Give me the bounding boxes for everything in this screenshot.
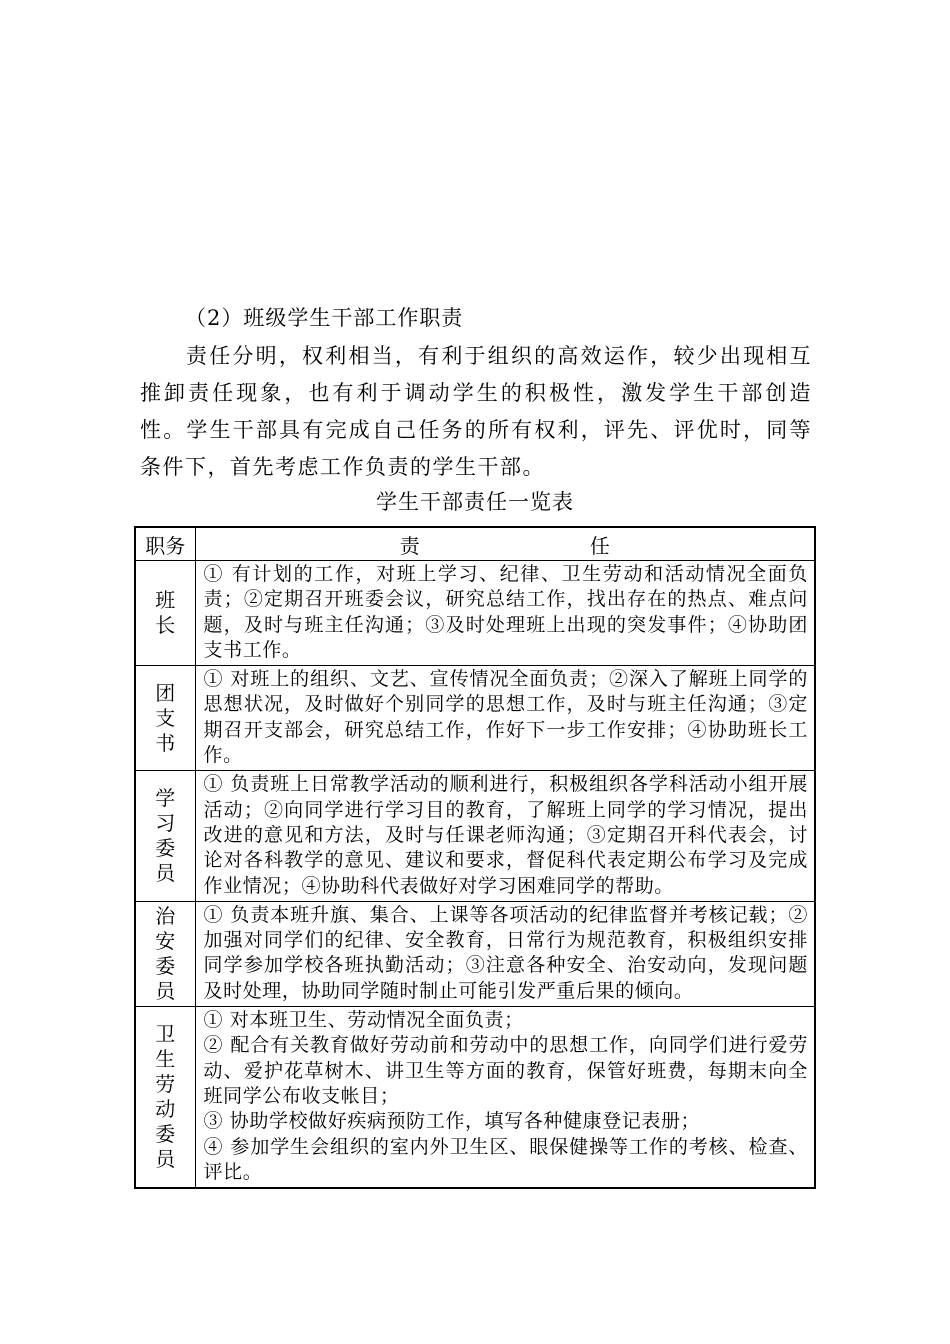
responsibility-cell [195,666,815,771]
intro-paragraph: 责任分明，权利相当，有利于组织的高效运作，较少出现相互推卸责任现象，也有利于调动学生的积极性，激发学生干部创造性。学生干部具有完成自己任务的所有权利，评先、评优时，同等条件下，首先考虑工作负责的学生干部。 [140,344,812,479]
role-label: 团支书 [155,680,176,755]
table-row [135,901,815,1006]
responsibility-text: ① 负责本班升旗、集合、上课等各项活动的纪律监督并考核记载；②加强对同学们的纪律、安全教育，日常行为规范教育，积极组织安排同学参加学校各班执勤活动；③注意各种安全、治安动向，发现问题及时处理，协助同学随时制止可能引发严重后果的倾向。 [203,903,808,1002]
responsibility-text: ① 有计划的工作，对班上学习、纪律、卫生劳动和活动情况全面负责；②定期召开班委会议，研究总结工作，找出存在的热点、难点问题，及时与班主任沟通；③及时处理班上出现的突发事件；④协助团支书工作。 [203,563,808,661]
role-label: 卫生劳动委员 [155,1022,176,1172]
responsibility-text: ③ 协助学校做好疾病预防工作，填写各种健康登记表册； [203,1110,701,1133]
table-row [135,666,815,771]
responsibility-text: ② 配合有关教育做好劳动前和劳动中的思想工作，向同学们进行爱劳动、爱护花草树木、讲卫生等方面的教育，保管好班费，每期末向全班同学公布收支帐目； [203,1034,808,1107]
table-row [135,771,815,901]
responsibility-cell [195,1007,815,1189]
role-cell [135,771,195,901]
responsibility-cell [195,901,815,1006]
table-row [135,561,815,666]
role-label: 治安委员 [155,903,176,1003]
header-responsibility: 责任 [195,527,815,561]
responsibility-text: ① 负责班上日常教学活动的顺利进行，积极组织各学科活动小组开展活动；②向同学进行学习目的教育，了解班上同学的学习情况，提出改进的意见和方法，及时与任课老师沟通；③定期召开科代表会，讨论对各科教学的意见、建议和要求，督促科代表定期公布学习及完成作业情况；④协助科代表做好对学习困难同学的帮助。 [203,773,808,897]
role-label: 学习委员 [155,786,176,886]
header-role: 职务 [135,527,195,561]
table-title: 学生干部责任一览表 [376,490,574,514]
section-heading: （2）班级学生干部工作职责 [185,306,464,330]
responsibility-cell [195,771,815,901]
responsibility-cell [195,561,815,666]
role-cell [135,1007,195,1189]
responsibility-table [134,526,816,1189]
table-body [135,561,815,1189]
table-header-row [135,527,815,561]
responsibility-text: ① 对本班卫生、劳动情况全面负责； [203,1009,524,1032]
responsibility-text: ④ 参加学生会组织的室内外卫生区、眼保健操等工作的考核、检查、评比。 [203,1135,808,1183]
role-cell [135,666,195,771]
role-cell [135,561,195,666]
responsibility-text: ① 对班上的组织、文艺、宣传情况全面负责；②深入了解班上同学的思想状况，及时做好个别同学的思想工作，及时与班主任沟通；③定期召开支部会，研究总结工作，作好下一步工作安排；④协助班长工作。 [203,668,808,767]
role-cell [135,901,195,1006]
role-label: 班长 [155,588,176,638]
table-row [135,1007,815,1189]
